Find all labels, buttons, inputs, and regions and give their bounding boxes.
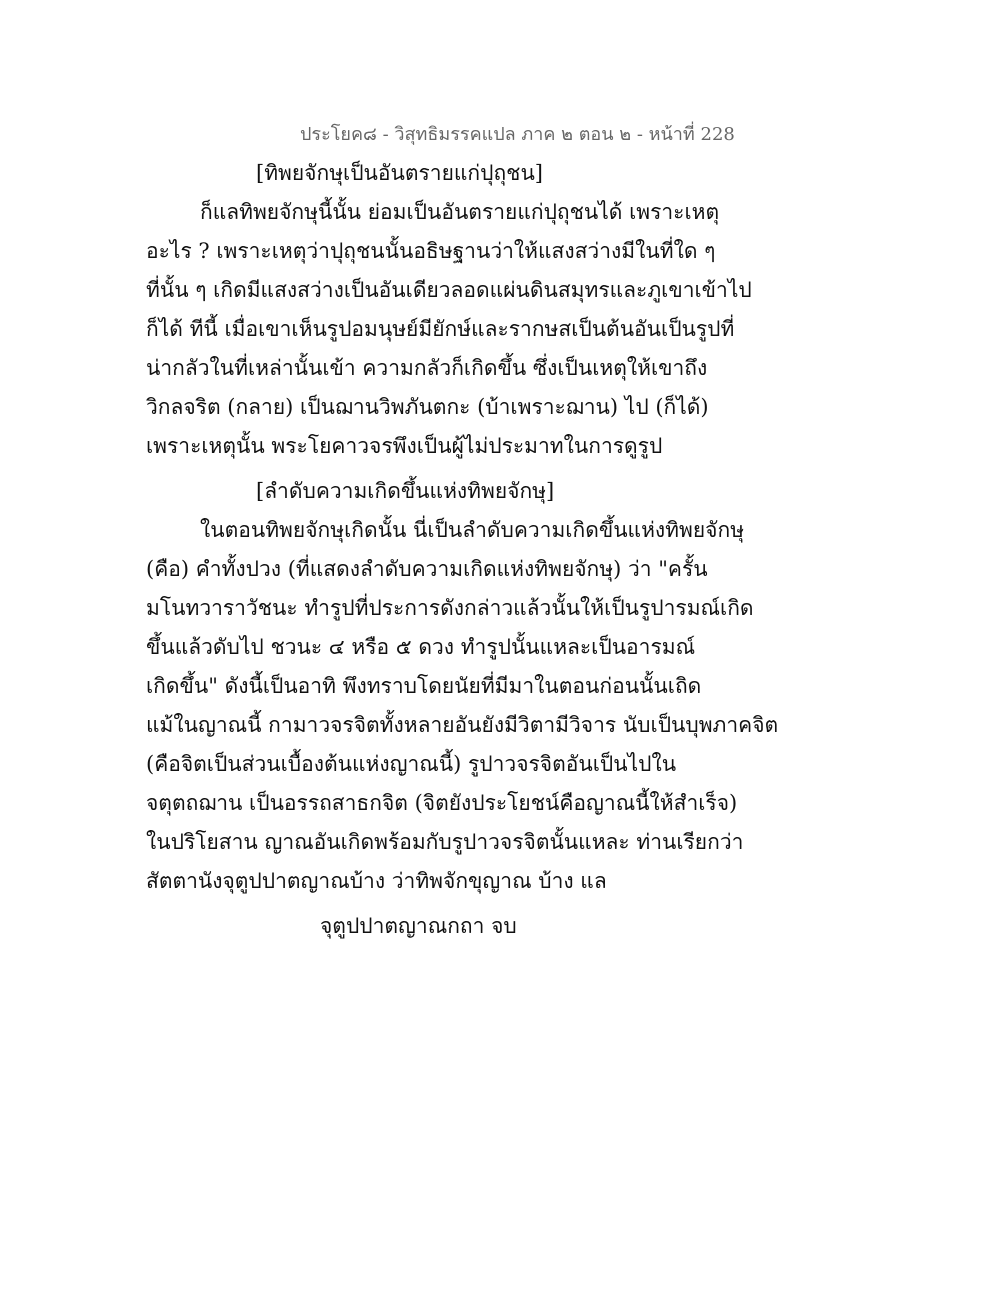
paragraph-line: น่ากลัวในที่เหล่านั้นเข้า ความกลัวก็เกิดขึ้น ซึ่งเป็นเหตุให้เขาถึง <box>146 356 708 380</box>
paragraph-line: แม้ในญาณนี้ กามาวจรจิตทั้งหลายอันยังมีวิตามีวิจาร นับเป็นบุพภาคจิต <box>146 713 779 737</box>
paragraph-line: เกิดขึ้น" ดังนี้เป็นอาทิ พึงทราบโดยนัยที่มีมาในตอนก่อนนั้นเถิด <box>146 674 702 698</box>
paragraph-line: วิกลจริต (กลาย) เป็นฌานวิพภันตกะ (บ้าเพราะฌาน) ไป (ก็ได้) <box>146 395 709 419</box>
paragraph-line: มโนทวาราวัชนะ ทำรูปที่ประการดังกล่าวแล้วนั้นให้เป็นรูปารมณ์เกิด <box>146 596 754 620</box>
section-heading-divine-eye-order: [ลำดับความเกิดขึ้นแห่งทิพยจักษุ] <box>256 479 555 503</box>
paragraph-line: เพราะเหตุนั้น พระโยคาวจรพึงเป็นผู้ไม่ประมาทในการดูรูป <box>146 434 663 458</box>
page-running-header: ประโยค๘ - วิสุทธิมรรคแปล ภาค ๒ ตอน ๒ - หน้าที่ 228 <box>300 124 735 145</box>
paragraph-line: ในปริโยสาน ญาณอันเกิดพร้อมกับรูปาวจรจิตนั้นแหละ ท่านเรียกว่า <box>146 830 744 854</box>
paragraph-line: จตุตถฌาน เป็นอรรถสาธกจิต (จิตยังประโยชน์คือญาณนี้ให้สำเร็จ) <box>146 791 738 815</box>
paragraph-line: อะไร ? เพราะเหตุว่าปุถุชนนั้นอธิษฐานว่าให้แสงสว่างมีในที่ใด ๆ <box>146 239 716 263</box>
paragraph-line: ที่นั้น ๆ เกิดมีแสงสว่างเป็นอันเดียวลอดแผ่นดินสมุทรและภูเขาเข้าไป <box>146 278 752 302</box>
paragraph-line: สัตตานังจุตูปปาตญาณบ้าง ว่าทิพจักขุญาณ บ้าง แล <box>146 869 607 893</box>
paragraph-line: (คือ) คำทั้งปวง (ที่แสดงลำดับความเกิดแห่งทิพยจักษุ) ว่า "ครั้น <box>146 557 708 581</box>
paragraph-line: ในตอนทิพยจักษุเกิดนั้น นี่เป็นลำดับความเกิดขึ้นแห่งทิพยจักษุ <box>200 518 745 542</box>
paragraph-line: ก็ได้ ทีนี้ เมื่อเขาเห็นรูปอมนุษย์มียักษ์และรากษสเป็นต้นอันเป็นรูปที่ <box>146 317 735 341</box>
chapter-closing-line: จุตูปปาตญาณกถา จบ <box>320 914 517 938</box>
paragraph-line: ก็แลทิพยจักษุนี้นั้น ย่อมเป็นอันตรายแก่ปุถุชนได้ เพราะเหตุ <box>200 200 720 224</box>
paragraph-line: ขึ้นแล้วดับไป ชวนะ ๔ หรือ ๕ ดวง ทำรูปนั้นแหละเป็นอารมณ์ <box>146 635 696 659</box>
paragraph-line: (คือจิตเป็นส่วนเบื้องต้นแห่งญาณนี้) รูปาวจรจิตอันเป็นไปใน <box>146 752 677 776</box>
section-heading-divine-eye-danger: [ทิพยจักษุเป็นอันตรายแก่ปุถุชน] <box>256 161 543 185</box>
